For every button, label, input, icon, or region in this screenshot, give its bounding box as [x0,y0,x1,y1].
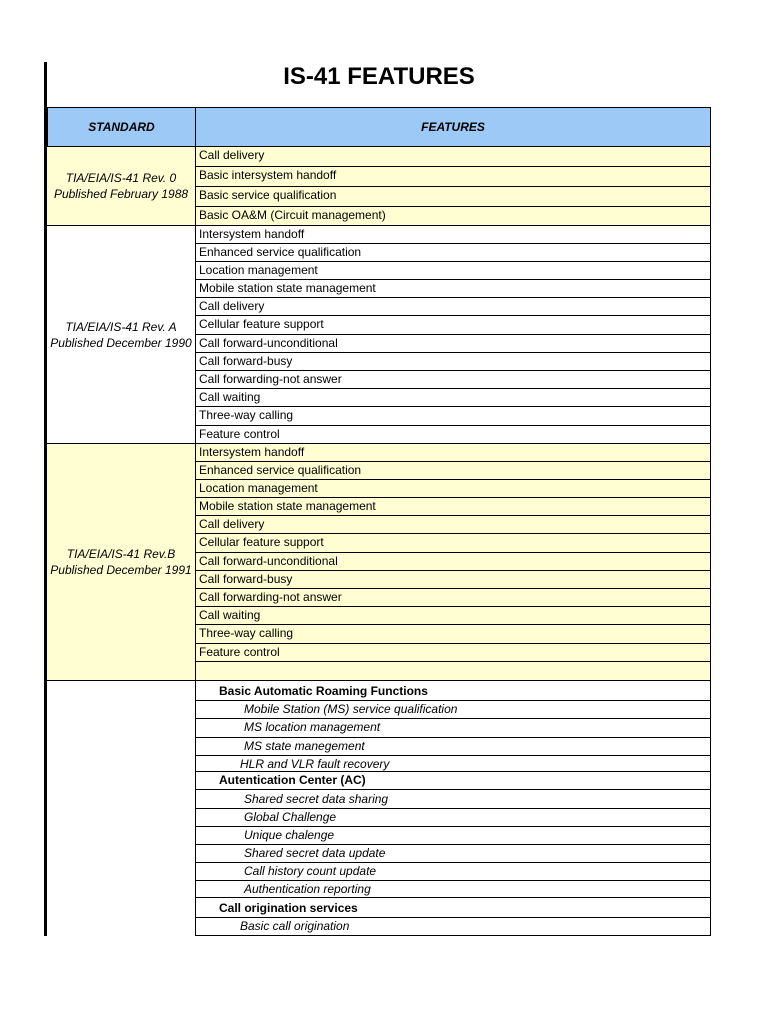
feature-row: Basic OA&M (Circuit management) [195,207,711,226]
feature-row: Cellular feature support [195,534,711,553]
feature-row: Call forward-busy [195,353,711,371]
feature-section-heading: Call origination services [195,898,711,918]
page-title: IS-41 FEATURES [283,63,475,90]
feature-row: Authentication reporting [195,881,711,898]
feature-row: Enhanced service qualification [195,462,711,480]
column-header-standard: STANDARD [47,107,196,147]
feature-row: Location management [195,262,711,280]
feature-row: Call forwarding-not answer [195,371,711,389]
feature-row: Global Challenge [195,809,711,827]
feature-row: Three-way calling [195,625,711,644]
feature-row: Feature control [195,426,711,444]
feature-row: Basic call origination [195,918,711,936]
standard-cell-revB: TIA/EIA/IS-41 Rev.B Published December 1991 [47,444,196,681]
feature-row: Mobile station state management [195,280,711,298]
feature-row: Call forward-unconditional [195,553,711,571]
feature-row: Call waiting [195,389,711,407]
column-header-features: FEATURES [195,107,711,147]
feature-row: Call waiting [195,607,711,625]
feature-row: Mobile station state management [195,498,711,516]
feature-row: Call delivery [195,298,711,316]
standard-cell-rev0: TIA/EIA/IS-41 Rev. 0 Published February 1988 [47,147,196,226]
feature-row: HLR and VLR fault recovery [195,756,711,772]
feature-row: Three-way calling [195,407,711,426]
feature-row: Intersystem handoff [195,444,711,462]
feature-row: Cellular feature support [195,316,711,335]
feature-section-heading: Autentication Center (AC) [195,772,711,790]
feature-row: Shared secret data update [195,845,711,863]
feature-row: Call forwarding-not answer [195,589,711,607]
feature-row: Basic intersystem handoff [195,167,711,187]
feature-row: Feature control [195,644,711,662]
feature-section-heading: Basic Automatic Roaming Functions [195,681,711,701]
feature-row: Shared secret data sharing [195,790,711,809]
feature-row: Location management [195,480,711,498]
feature-row: Call forward-unconditional [195,335,711,353]
feature-row: Call delivery [195,147,711,167]
feature-row: Call delivery [195,516,711,534]
feature-row: Mobile Station (MS) service qualification [195,701,711,719]
feature-row: Intersystem handoff [195,226,711,244]
feature-row: Call forward-busy [195,571,711,589]
feature-row: Enhanced service qualification [195,244,711,262]
feature-row: MS state manegement [195,738,711,756]
standard-cell-blank [47,681,196,936]
feature-row: MS location management [195,719,711,738]
feature-row: Unique chalenge [195,827,711,845]
feature-row: Basic service qualification [195,187,711,207]
feature-row-empty [195,662,711,681]
standard-cell-revA: TIA/EIA/IS-41 Rev. A Published December 1990 [47,226,196,444]
feature-row: Call history count update [195,863,711,881]
